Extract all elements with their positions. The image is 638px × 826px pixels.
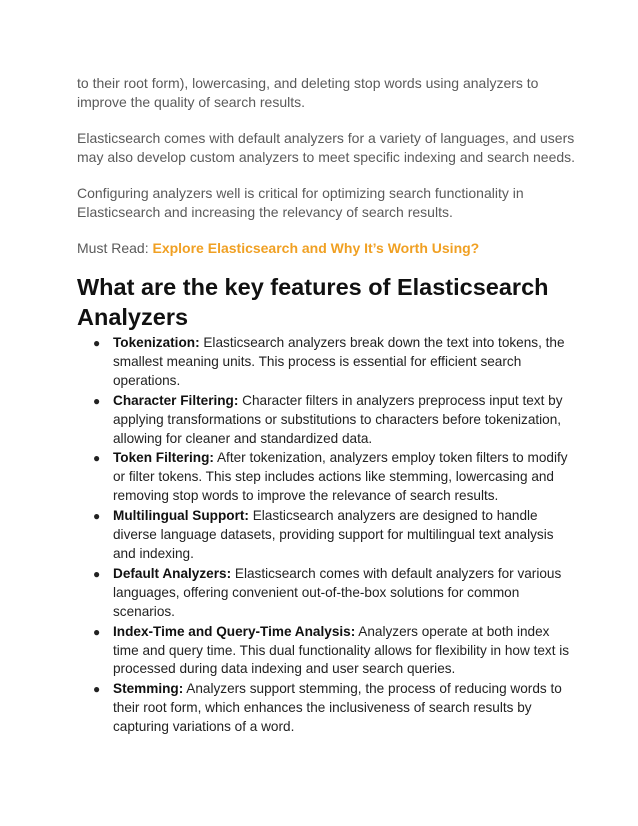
bullet-icon: ●: [93, 451, 101, 466]
bullet-icon: ●: [93, 393, 101, 408]
bullet-icon: ●: [93, 509, 101, 524]
list-item: [77, 565, 578, 622]
feature-text: Elasticsearch comes with default analyzers for various languages, offering convenient out-of-the-box solutions for common scenarios.: [113, 565, 562, 619]
list-item: [77, 680, 578, 737]
list-item: [77, 507, 578, 564]
feature-term: Stemming:: [113, 681, 184, 697]
feature-term: Multilingual Support:: [113, 508, 249, 524]
feature-text: Analyzers operate at both index time and query time. This dual functionality allows for flexibility in how text is processed during data indexing and user search queries.: [113, 623, 570, 677]
must-read-line: [77, 239, 578, 258]
feature-text: After tokenization, analyzers employ token filters to modify or filter tokens. This step includes actions like stemming, lowercasing and removing stop words to improve the relevance of search results.: [113, 450, 568, 504]
bullet-icon: ●: [93, 682, 101, 697]
list-item: [77, 392, 578, 449]
feature-text: Elasticsearch analyzers are designed to handle diverse language datasets, providing support for multilingual text analysis and indexing.: [113, 508, 554, 561]
list-item: [77, 449, 578, 506]
feature-text: Character filters in analyzers preprocess input text by applying transformations or substitutions to characters before tokenization, allowing for cleaner and standardized data.: [113, 392, 563, 446]
bullet-icon: ●: [93, 566, 101, 581]
must-read-prefix: Must Read:: [77, 240, 153, 256]
list-item: [77, 334, 578, 391]
intro-paragraph-3: Configuring analyzers well is critical for optimizing search functionality in Elasticsearch and increasing the relevancy of search results.: [77, 185, 524, 220]
feature-term: Index-Time and Query-Time Analysis:: [113, 623, 356, 639]
section-heading: What are the key features of Elasticsearch Analyzers: [77, 274, 549, 330]
bullet-icon: ●: [93, 336, 101, 350]
intro-paragraph-1: to their root form), lowercasing, and deleting stop words using analyzers to improve the quality of search results.: [77, 75, 539, 110]
feature-term: Token Filtering:: [113, 450, 214, 466]
feature-term: Tokenization:: [113, 335, 200, 350]
must-read-link[interactable]: Explore Elasticsearch and Why It’s Worth Using?: [152, 240, 480, 256]
bullet-icon: ●: [93, 624, 101, 639]
feature-term: Character Filtering:: [113, 392, 239, 408]
feature-term: Default Analyzers:: [113, 565, 232, 581]
feature-text: Analyzers support stemming, the process of reducing words to their root form, which enhances the inclusiveness of search results by capturing variations of a word.: [113, 681, 562, 735]
features-list: [77, 334, 578, 737]
list-item: [77, 623, 578, 680]
feature-text: Elasticsearch analyzers break down the text into tokens, the smallest meaning units. This process is essential for efficient search operations.: [113, 335, 565, 388]
intro-paragraph-2: Elasticsearch comes with default analyzers for a variety of languages, and users may also develop custom analyzers to meet specific indexing and search needs.: [77, 130, 576, 165]
